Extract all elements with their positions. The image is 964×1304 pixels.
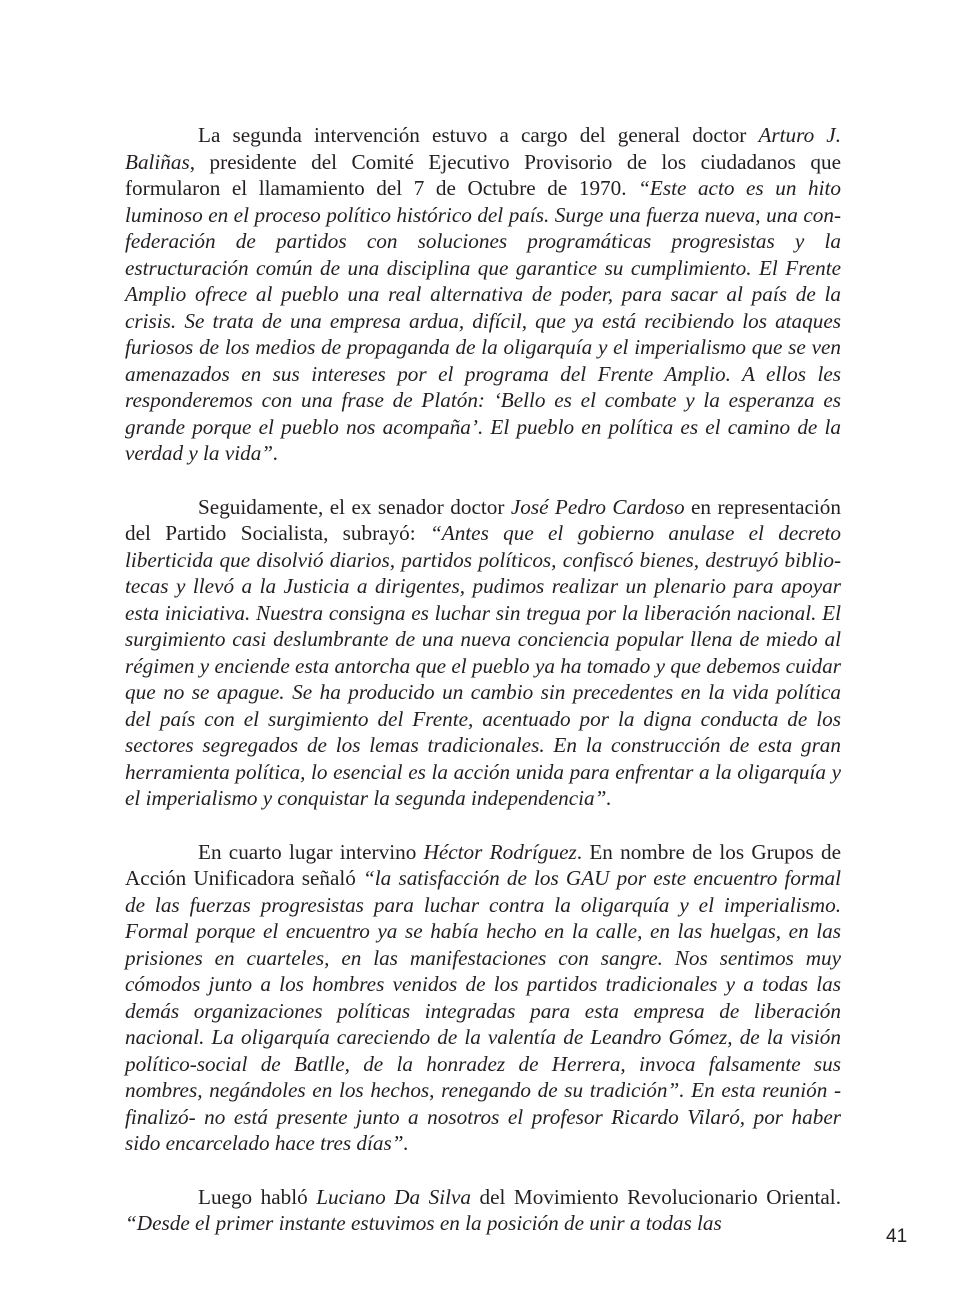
paragraph-rodriguez [125,839,841,1157]
quotation: “Desde el primer instante estuvimos en la posición de unir a todas las [125,1211,722,1235]
text-run: Luego habló [198,1184,317,1209]
text-run: . En nombre de los Grupos de Acción Unificadora señaló [125,839,841,890]
speaker-name: Héctor Rodríguez [423,839,577,864]
page-number: 41 [886,1226,908,1247]
quotation: “Este acto es un hito luminoso en el proceso político histórico del país. Surge una fuerza nueva, una confederación de partidos con soluciones programáticas progresistas y la estructuración común de una disciplina que garantice su cumplimiento. El Frente Amplio ofrece al pueblo una real alternativa de poder, para sacar al país de la crisis. Se trata de una empresa ardua, difícil, que ya está recibiendo los ataques furiosos de los medios de propaganda de la oligarquía y el imperialismo que se ven amenazados en sus intereses por el programa del Frente Amplio. A ellos les responderemos con una frase de Platón: ‘Bello es el combate y la esperanza es grande porque el pueblo nos acompaña’. El pueblo en política es el camino de la verdad y la vida”. [125,176,841,465]
paragraph-balinas [125,122,841,467]
speaker-name: Luciano Da Silva [316,1184,471,1209]
text-run: en representación del Partido Socialista, subrayó: [125,494,841,545]
paragraph-da-silva [125,1184,841,1237]
text-run: Seguidamente, el ex senador doctor [198,494,511,519]
paragraph-cardoso [125,494,841,812]
text-run: La segunda intervención estuvo a cargo del general doctor [198,123,759,147]
text-run: En cuarto lugar intervino [198,839,424,864]
speaker-name: Arturo J. Baliñas [125,123,842,174]
text-run: , presidente del Comité Ejecutivo Provisorio de los ciudadanos que formularon el llamamiento del 7 de Octubre de 1970. [125,149,841,200]
page-body [125,122,841,1264]
speaker-name: José Pedro Cardoso [510,494,685,519]
text-run: del Movimiento Revolucionario Oriental. [470,1184,841,1209]
quotation: “Antes que el gobierno anulase el decreto liberticida que disolvió diarios, partidos políticos, confiscó bienes, destruyó bibliotecas y llevó a la Justicia a dirigentes, pudimos realizar un plenario para apoyar esta iniciativa. Nuestra consigna es luchar sin tregua por la liberación nacional. El surgimiento casi deslumbrante de una nueva conciencia popular llena de miedo al régimen y enciende esta antorcha que el pueblo ya ha tomado y que debemos cuidar que no se apague. Se ha producido un cambio sin precedentes en la vida política del país con el surgimiento del Frente, acentuado por la digna conducta de los sectores segregados de los lemas tradicionales. En la construcción de esta gran herramienta política, lo esencial es la acción unida para enfrentar a la oligarquía y el imperialismo y conquistar la segunda independencia”. [125,521,841,810]
quotation: “la satisfacción de los GAU por este encuentro formal de las fuerzas progresistas para luchar contra la oligarquía y el imperialismo. Formal porque el encuentro ya se había hecho en la calle, en las huelgas, en las prisiones en cuarteles, en las manifestaciones con sangre. Nos sentimos muy cómodos junto a los hombres venidos de los partidos tradicionales y a todas las demás organizaciones políticas integradas para esta empresa de liberación nacional. La oligarquía careciendo de la valentía de Leandro Gómez, de la visión político-social de Batlle, de la honradez de Herrera, invoca falsamente sus nombres, negándoles en los hechos, renegando de su tradición”. En esta reunión -finalizó- no está presente junto a nosotros el profesor Ricardo Vilaró, por haber sido encarcelado hace tres días”. [125,866,841,1155]
